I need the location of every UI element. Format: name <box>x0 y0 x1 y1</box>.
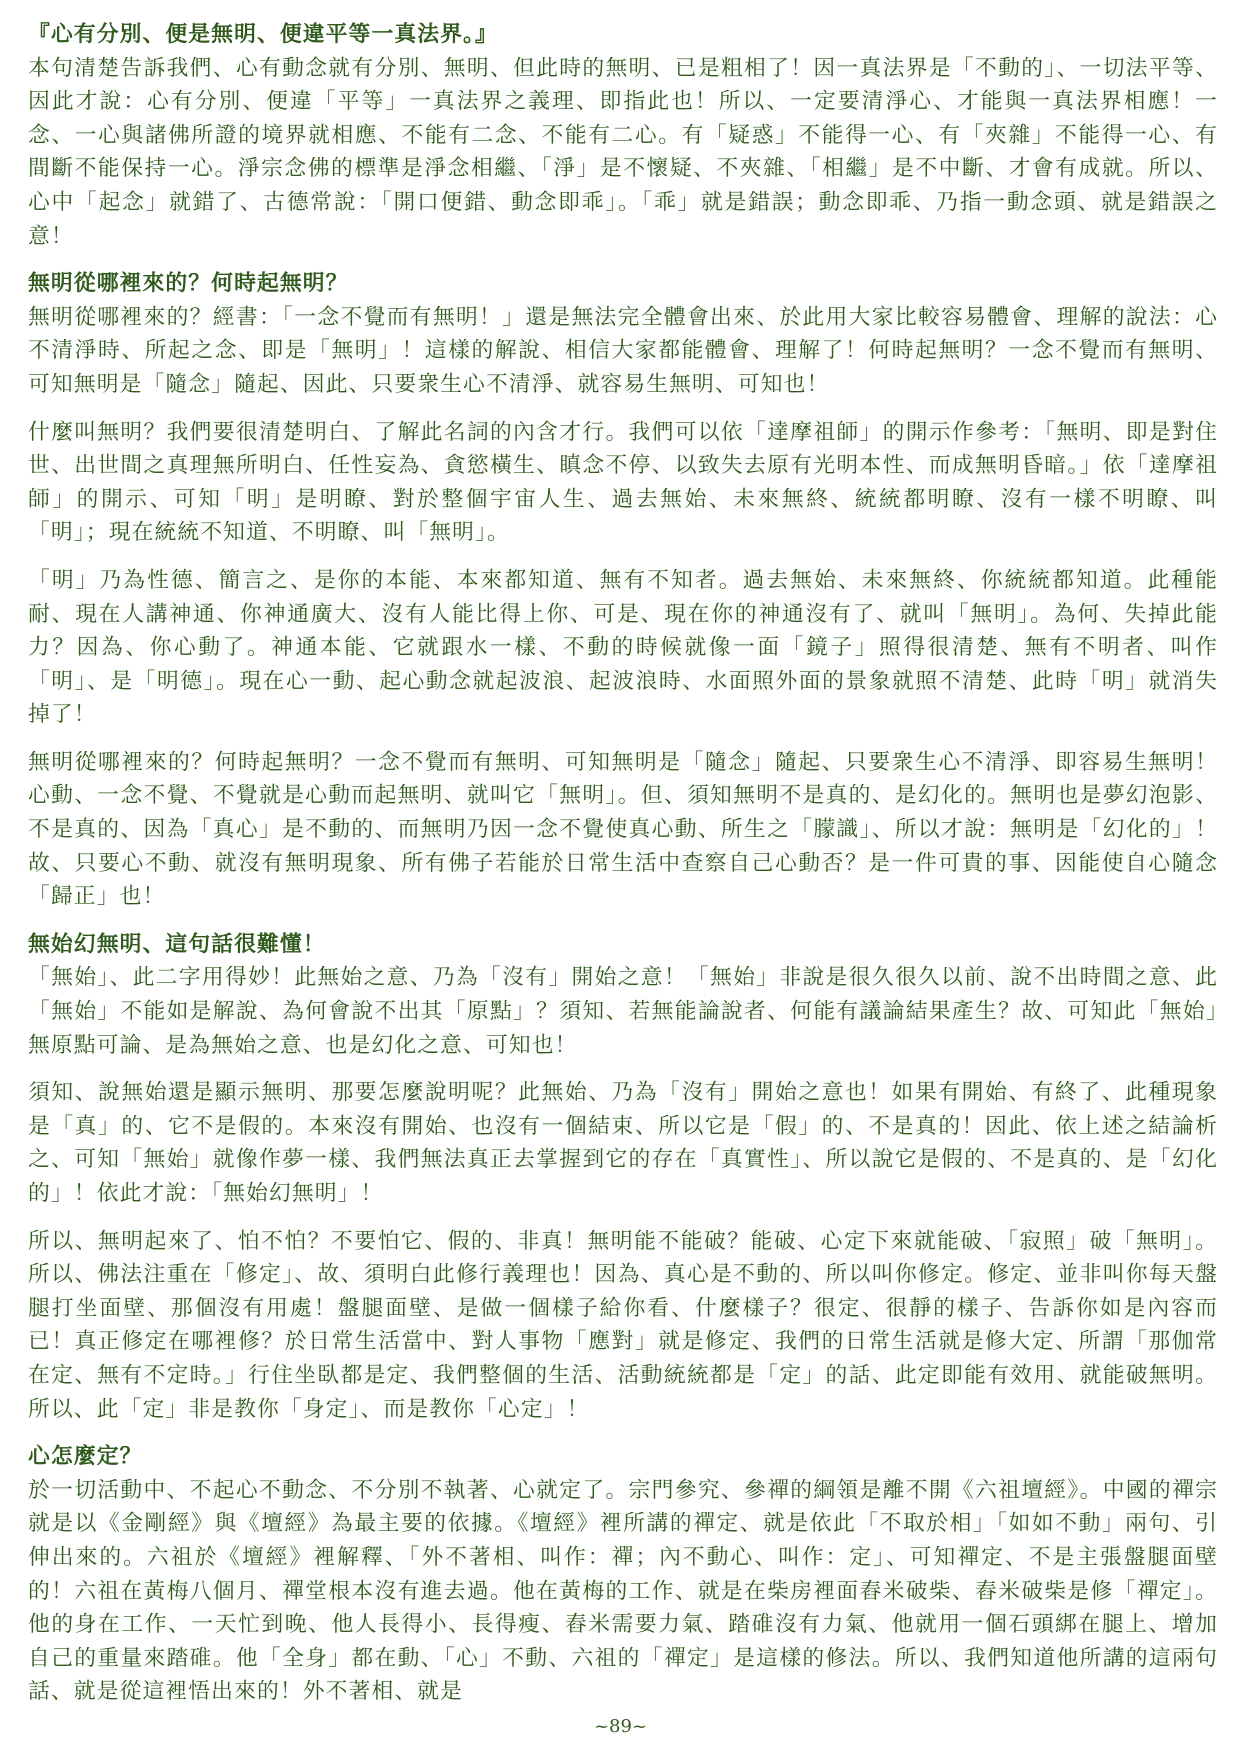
document-page <box>28 18 1218 1738</box>
paragraph: 什麼叫無明？我們要很清楚明白、了解此名詞的內含才行。我們可以依「達摩祖師」的開示作參考：「無明、即是對住世、出世間之真理無所明白、任性妄為、貪慾橫生、瞋念不停、以致失去原有光明本性、而成無明昏暗。」依「達摩祖師」的開示、可知「明」是明瞭、對於整個宇宙人生、過去無始、未來無終、統統都明瞭、沒有一樣不明瞭、叫「明」；現在統統不知道、不明瞭、叫「無明」。 <box>28 419 1218 546</box>
section-heading: 心怎麼定？ <box>28 1444 143 1470</box>
paragraph: 「無始」、此二字用得妙！此無始之意、乃為「沒有」開始之意！「無始」非說是很久很久以前、說不出時間之意、此「無始」不能如是解說、為何會說不出其「原點」？須知、若無能論說者、何能有議論結果產生？故、可知此「無始」無原點可論、是為無始之意、也是幻化之意、可知也！ <box>28 965 1218 1058</box>
section-heading: 『心有分別、便是無明、便違平等一真法界。』 <box>28 22 498 47</box>
page-number: ~89~ <box>593 1716 648 1737</box>
section-1 <box>28 18 1218 253</box>
section-heading: 無始幻無明、這句話很難懂！ <box>28 931 326 957</box>
paragraph: 無明從哪裡來的？何時起無明？一念不覺而有無明、可知無明是「隨念」隨起、只要衆生心不清淨、即容易生無明！心動、一念不覺、不覺就是心動而起無明、就叫它「無明」。但、須知無明不是真的、是幻化的。無明也是夢幻泡影、不是真的、因為「真心」是不動的、而無明乃因一念不覺使真心動、所生之「朦識」、所以才說：無明是「幻化的」！故、只要心不動、就沒有無明現象、所有佛子若能於日常生活中查察自己心動否？是一件可貴的事、因能使自心隨念「歸正」也！ <box>28 749 1218 910</box>
section-3 <box>28 928 1218 1426</box>
section-heading: 無明從哪裡來的？何時起無明？ <box>28 271 349 297</box>
paragraph: 「明」乃為性德、簡言之、是你的本能、本來都知道、無有不知者。過去無始、未來無終、你統統都知道。此種能耐、現在人講神通、你神通廣大、沒有人能比得上你、可是、現在你的神通沒有了、就叫「無明」。為何、失掉此能力？因為、你心動了。神通本能、它就跟水一樣、不動的時候就像一面「鏡子」照得很清楚、無有不明者、叫作「明」、是「明德」。現在心一動、起心動念就起波浪、起波浪時、水面照外面的景象就照不清楚、此時「明」就消失掉了！ <box>28 567 1218 728</box>
section-2 <box>28 267 1218 914</box>
paragraph: 所以、無明起來了、怕不怕？不要怕它、假的、非真！無明能不能破？能破、心定下來就能破、「寂照」破「無明」。所以、佛法注重在「修定」、故、須明白此修行義理也！因為、真心是不動的、所以叫你修定。修定、並非叫你每天盤腿打坐面壁、那個沒有用處！盤腿面壁、是做一個樣子給你看、什麼樣子？很定、很靜的樣子、告訴你如是內容而已！真正修定在哪裡修？於日常生活當中、對人事物「應對」就是修定、我們的日常生活就是修大定、所謂「那伽常在定、無有不定時。」行住坐臥都是定、我們整個的生活、活動統統都是「定」的話、此定即能有效用、就能破無明。所以、此「定」非是教你「身定」、而是教你「心定」！ <box>28 1228 1218 1422</box>
section-4 <box>28 1440 1218 1709</box>
paragraph: 於一切活動中、不起心不動念、不分別不執著、心就定了。宗門參究、參禪的綱領是離不開《六祖壇經》。中國的禪宗就是以《金剛經》與《壇經》為最主要的依據。《壇經》裡所講的禪定、就是依此「不取於相」「如如不動」兩句、引伸出來的。六祖於《壇經》裡解釋、「外不著相、叫作：禪；內不動心、叫作：定」、可知禪定、不是主張盤腿面壁的！六祖在黃梅八個月、禪堂根本沒有進去過。他在黃梅的工作、就是在柴房裡面舂米破柴、舂米破柴是修「禪定」。他的身在工作、一天忙到晚、他人長得小、長得瘦、舂米需要力氣、踏碓沒有力氣、他就用一個石頭綁在腿上、增加自己的重量來踏碓。他「全身」都在動、「心」不動、六祖的「禪定」是這樣的修法。所以、我們知道他所講的這兩句話、就是從這裡悟出來的！外不著相、就是 <box>28 1477 1218 1705</box>
paragraph: 無明從哪裡來的？經書：「一念不覺而有無明！」還是無法完全體會出來、於此用大家比較容易體會、理解的說法：心不清淨時、所起之念、即是「無明」！這樣的解說、相信大家都能體會、理解了！何時起無明？一念不覺而有無明、可知無明是「隨念」隨起、因此、只要衆生心不清淨、就容易生無明、可知也！ <box>28 304 1218 397</box>
paragraph: 本句清楚告訴我們、心有動念就有分別、無明、但此時的無明、已是粗相了！因一真法界是「不動的」、一切法平等、因此才說：心有分別、便違「平等」一真法界之義理、即指此也！所以、一定要清淨心、才能與一真法界相應！一念、一心與諸佛所證的境界就相應、不能有二念、不能有二心。有「疑惑」不能得一心、有「夾雜」不能得一心、有間斷不能保持一心。淨宗念佛的標準是淨念相繼、「淨」是不懷疑、不夾雜、「相繼」是不中斷、才會有成就。所以、心中「起念」就錯了、古德常說：「開口便錯、動念即乖」。「乖」就是錯誤；動念即乖、乃指一動念頭、就是錯誤之意！ <box>28 55 1218 249</box>
paragraph: 須知、說無始還是顯示無明、那要怎麼說明呢？此無始、乃為「沒有」開始之意也！如果有開始、有終了、此種現象是「真」的、它不是假的。本來沒有開始、也沒有一個結束、所以它是「假」的、不是真的！因此、依上述之結論析之、可知「無始」就像作夢一樣、我們無法真正去掌握到它的存在「真實性」、所以說它是假的、不是真的、是「幻化的」！依此才說：「無始幻無明」！ <box>28 1080 1218 1206</box>
